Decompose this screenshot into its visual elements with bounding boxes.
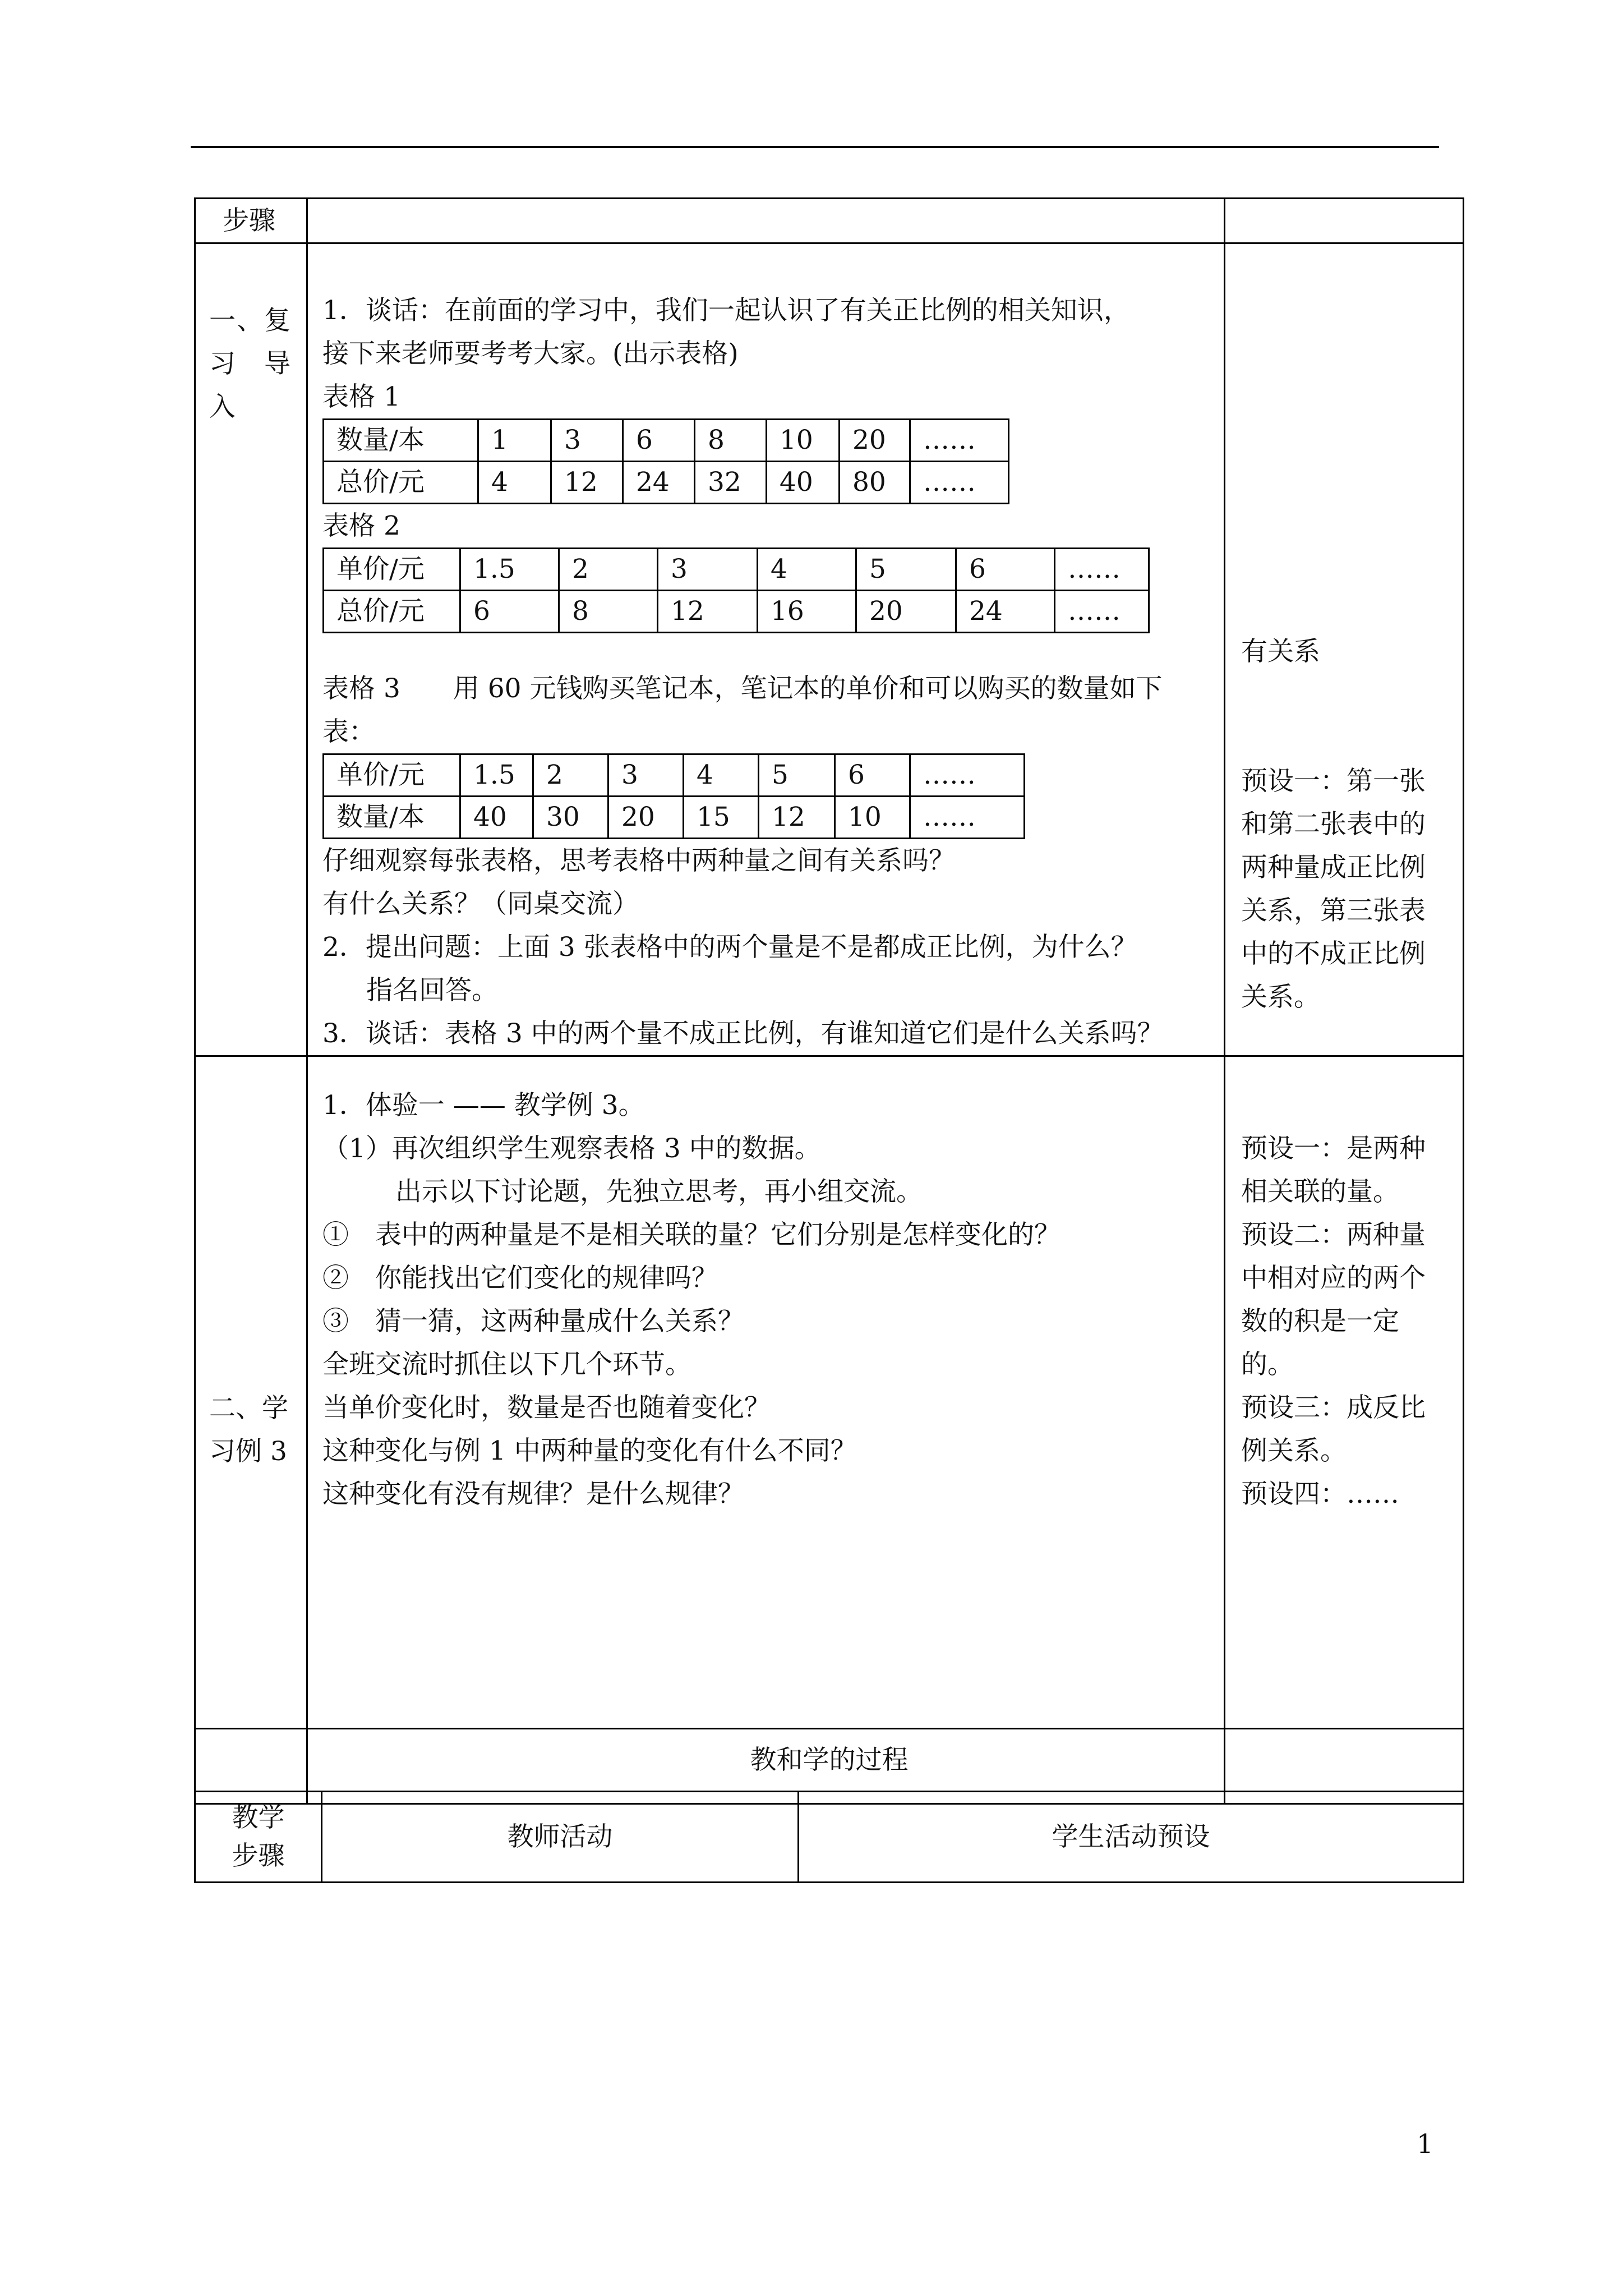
row-header-cell: 数量/本 [324,797,460,839]
learn-line: 这种变化与例 1 中两种量的变化有什么不同？ [322,1435,857,1466]
learn-line: （1）再次组织学生观察表格 3 中的数据。 [322,1133,821,1164]
col-teacher: 教师活动 [322,1792,799,1883]
table1-title: 表格 1 [322,381,400,412]
table-cell: …… [1055,549,1149,591]
talk-line: 3．谈话：表格 3 中的两个量不成正比例，有谁知道它们是什么关系吗？ [322,1018,1164,1049]
table-cell: 3 [658,549,758,591]
table3 [322,753,1025,839]
step-review-intro: 一、复 习 导 入 [195,243,307,1056]
table-row [324,754,1025,797]
intro-line: 1．谈话：在前面的学习中，我们一起认识了有关正比例的相关知识， [322,295,1130,326]
steps-header: 步骤 [195,199,307,243]
table-cell: …… [910,754,1025,797]
note-line: 预设一：第一张和第二张表中的两种量成正比例关系，第三张表中的不成正比例关系。 [1241,766,1426,1013]
table-cell: 24 [956,591,1055,633]
learn-notes [1225,1056,1464,1804]
observe-line: 有什么关系？（同桌交流） [322,889,639,919]
table-cell: 80 [840,462,910,504]
table-cell: 20 [856,591,956,633]
table1 [322,418,1009,504]
table-cell: 6 [835,754,910,797]
table-cell: …… [910,420,1009,462]
table-cell: 30 [533,797,608,839]
table-row [324,420,1009,462]
note-line: 预设四：…… [1241,1479,1399,1510]
table-cell: 4 [758,549,856,591]
table-cell: …… [1055,591,1149,633]
table-row [324,549,1149,591]
step-learn-example: 二、学 习例 3 [195,1056,307,1804]
col-student: 学生活动预设 [799,1792,1464,1883]
learn-line: 1．体验一 —— 教学例 3。 [322,1090,645,1121]
table-cell: …… [910,462,1009,504]
table-cell: 4 [478,462,551,504]
row-header-cell: 单价/元 [324,549,460,591]
table3-title: 表格 3 用 60 元钱购买笔记本，笔记本的单价和可以购买的数量如下 [322,673,1163,704]
lesson-table [194,197,1464,1805]
table2-title: 表格 2 [322,510,400,541]
learn-line: 出示以下讨论题，先独立思考，再小组交流。 [395,1176,923,1207]
page-number: 1 [1417,2129,1433,2160]
table2 [322,547,1150,633]
header-empty-cell [1225,199,1464,243]
table-cell: 3 [608,754,684,797]
table-cell: 32 [695,462,767,504]
table-cell: …… [910,797,1025,839]
review-content [307,243,1225,1056]
table-cell: 1.5 [460,754,533,797]
table-row [324,591,1149,633]
review-notes [1225,243,1464,1056]
question-line: 指名回答。 [366,975,498,1006]
table-cell: 20 [840,420,910,462]
learn-line: 当单价变化时，数量是否也随着变化？ [322,1392,771,1423]
table-cell: 5 [759,754,835,797]
table-cell: 15 [684,797,759,839]
row-header-cell: 数量/本 [324,420,478,462]
note-line: 预设三：成反比例关系。 [1241,1392,1426,1466]
table-row [324,462,1009,504]
question-line: 2．提出问题：上面 3 张表格中的两个量是不是都成正比例，为什么？ [322,932,1137,963]
row-header-cell: 单价/元 [324,754,460,797]
table-cell: 40 [767,462,840,504]
note-line: 预设一：是两种相关联的量。 [1241,1133,1426,1207]
process-title: 教和学的过程 [195,1729,1464,1792]
table-cell: 2 [559,549,658,591]
intro-line: 接下来老师要考考大家。(出示表格) [322,338,739,369]
table-cell: 12 [759,797,835,839]
note-line: 预设二：两种量中相对应的两个数的积是一定的。 [1241,1220,1426,1380]
table-cell: 6 [956,549,1055,591]
table-cell: 12 [658,591,758,633]
table-cell: 24 [623,462,695,504]
table-cell: 40 [460,797,533,839]
table-cell: 10 [767,420,840,462]
learn-content [307,1056,1225,1804]
table-cell: 6 [460,591,559,633]
note-line: 有关系 [1241,636,1320,667]
learn-line: 全班交流时抓住以下几个环节。 [322,1349,691,1380]
table-cell: 1 [478,420,551,462]
table3-title: 表： [322,716,375,747]
learn-line: 这种变化有没有规律？是什么规律？ [322,1479,744,1510]
learn-line: ② 你能找出它们变化的规律吗？ [322,1263,718,1294]
learn-line: ① 表中的两种量是不是相关联的量？它们分别是怎样变化的？ [322,1220,1061,1250]
table-cell: 6 [623,420,695,462]
table-row [324,797,1025,839]
row-header-cell: 总价/元 [324,591,460,633]
table-cell: 8 [695,420,767,462]
process-table [194,1728,1464,1883]
table-cell: 20 [608,797,684,839]
table-cell: 10 [835,797,910,839]
table-cell: 2 [533,754,608,797]
table-cell: 5 [856,549,956,591]
table-cell: 1.5 [460,549,559,591]
table-cell: 12 [551,462,623,504]
learn-line: ③ 猜一猜，这两种量成什么关系？ [322,1306,744,1337]
row-header-cell: 总价/元 [324,462,478,504]
header-rule [191,146,1439,148]
col-steps: 教学步骤 [195,1792,322,1883]
observe-line: 仔细观察每张表格，思考表格中两种量之间有关系吗？ [322,845,955,876]
table-cell: 4 [684,754,759,797]
table-cell: 3 [551,420,623,462]
table-cell: 8 [559,591,658,633]
header-empty-cell [307,199,1225,243]
table-cell: 16 [758,591,856,633]
